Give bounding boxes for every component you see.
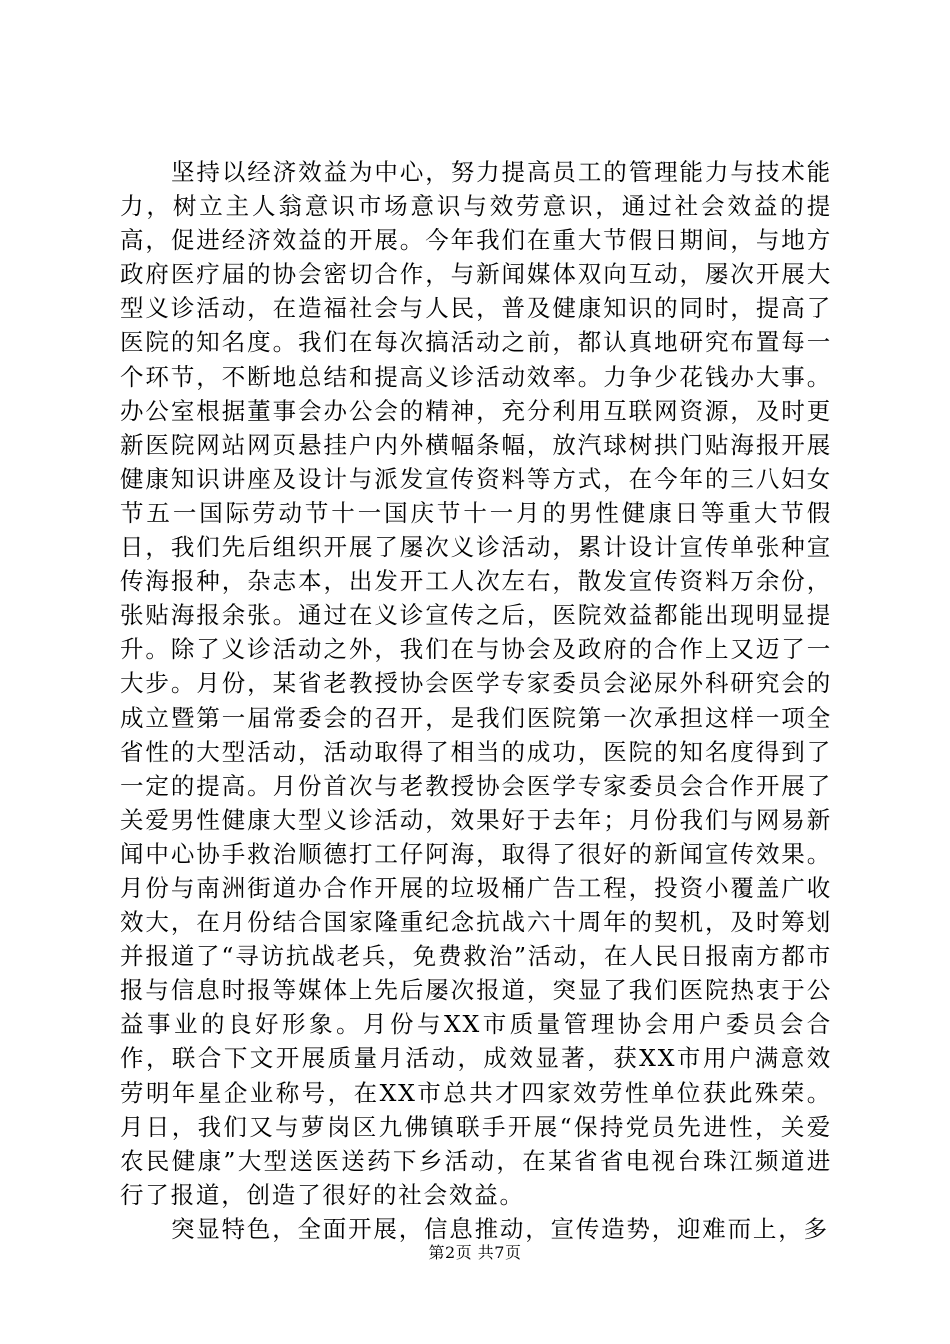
document-body — [120, 155, 832, 1246]
paragraph-1: 坚持以经济效益为中心，努力提高员工的管理能力与技术能力，树立主人翁意识市场意识与效劳意识，通过社会效益的提高，促进经济效益的开展。今年我们在重大节假日期间，与地方政府医疗届的协会密切合作，与新闻媒体双向互动，屡次开展大型义诊活动，在造福社会与人民，普及健康知识的同时，提高了医院的知名度。我们在每次搞活动之前，都认真地研究布置每一个环节，不断地总结和提高义诊活动效率。力争少花钱办大事。办公室根据董事会办公会的精神，充分利用互联网资源，及时更新医院网站网页悬挂户内外横幅条幅，放汽球树拱门贴海报开展健康知识讲座及设计与派发宣传资料等方式，在今年的三八妇女节五一国际劳动节十一国庆节十一月的男性健康日等重大节假日，我们先后组织开展了屡次义诊活动，累计设计宣传单张种宣传海报种，杂志本，出发开工人次左右，散发宣传资料万余份，张贴海报余张。通过在义诊宣传之后，医院效益都能出现明显提升。除了义诊活动之外，我们在与协会及政府的合作上又迈了一大步。月份，某省老教授协会医学专家委员会泌尿外科研究会的成立暨第一届常委会的召开，是我们医院第一次承担这样一项全省性的大型活动，活动取得了相当的成功，医院的知名度得到了一定的提高。月份首次与老教授协会医学专家委员会合作开展了关爱男性健康大型义诊活动，效果好于去年；月份我们与网易新闻中心协手救治顺德打工仔阿海，取得了很好的新闻宣传效果。月份与南洲街道办合作开展的垃圾桶广告工程，投资小覆盖广收效大，在月份结合国家隆重纪念抗战六十周年的契机，及时筹划并报道了“寻访抗战老兵，免费救治”活动，在人民日报南方都市报与信息时报等媒体上先后屡次报道，突显了我们医院热衷于公益事业的良好形象。月份与XX市质量管理协会用户委员会合作，联合下文开展质量月活动，成效显著，获XX市用户满意效劳明年星企业称号，在XX市总共才四家效劳性单位获此殊荣。月日，我们又与萝岗区九佛镇联手开展“保持党员先进性，关爱农民健康”大型送医送药下乡活动，在某省省电视台珠江频道进行了报道，创造了很好的社会效益。 — [120, 158, 832, 1209]
paragraph-2: 突显特色，全面开展，信息推动，宣传造势，迎难而上，多 — [171, 1214, 829, 1243]
page-number-footer: 第2页 共7页 — [428, 1243, 522, 1262]
